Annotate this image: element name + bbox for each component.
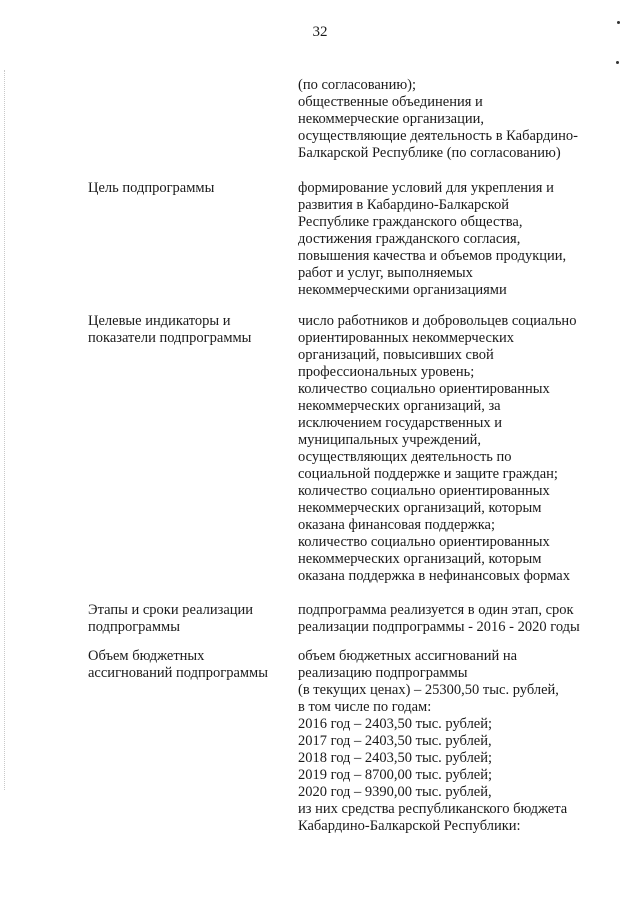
value-line: некоммерческих организаций, которым bbox=[298, 551, 542, 567]
value-line: достижения гражданского согласия, bbox=[298, 231, 521, 247]
intro-line: общественные объединения и bbox=[298, 94, 483, 110]
value-line: 2020 год – 9390,00 тыс. рублей, bbox=[298, 784, 492, 800]
value-line: реализацию подпрограммы bbox=[298, 665, 468, 681]
page-number: 32 bbox=[312, 24, 328, 40]
value-line: некоммерческими организациями bbox=[298, 282, 507, 298]
value-line: осуществляющих деятельность по bbox=[298, 449, 512, 465]
row-label-goal bbox=[88, 180, 293, 197]
value-line: повышения качества и объемов продукции, bbox=[298, 248, 567, 264]
value-line: формирование условий для укрепления и bbox=[298, 180, 554, 196]
label-line: Целевые индикаторы и bbox=[88, 313, 231, 329]
value-line: оказана поддержка в нефинансовых формах bbox=[298, 568, 570, 584]
label-line: показатели подпрограммы bbox=[88, 330, 252, 346]
value-line: 2018 год – 2403,50 тыс. рублей; bbox=[298, 750, 493, 766]
intro-line: некоммерческие организации, bbox=[298, 111, 485, 127]
value-line: количество социально ориентированных bbox=[298, 534, 550, 550]
label-line: Этапы и сроки реализации bbox=[88, 602, 254, 618]
value-line: 2016 год – 2403,50 тыс. рублей; bbox=[298, 716, 493, 732]
value-line: из них средства республиканского бюджета bbox=[298, 801, 568, 817]
row-label-indicators bbox=[88, 313, 293, 347]
scan-margin-dots bbox=[4, 70, 7, 790]
value-line: исключением государственных и bbox=[298, 415, 502, 431]
value-line: подпрограмма реализуется в один этап, срок bbox=[298, 602, 574, 618]
value-line: муниципальных учреждений, bbox=[298, 432, 481, 448]
intro-continuation bbox=[298, 77, 628, 162]
value-line: 2019 год – 8700,00 тыс. рублей; bbox=[298, 767, 493, 783]
label-line: ассигнований подпрограммы bbox=[88, 665, 268, 681]
value-line: Кабардино-Балкарской Республики: bbox=[298, 818, 521, 834]
row-label-budget bbox=[88, 648, 293, 682]
label-line: Объем бюджетных bbox=[88, 648, 205, 664]
value-line: число работников и добровольцев социально bbox=[298, 313, 577, 329]
intro-line: Балкарской Республике (по согласованию) bbox=[298, 145, 561, 161]
label-line: Цель подпрограммы bbox=[88, 180, 215, 196]
intro-line: (по согласованию); bbox=[298, 77, 417, 93]
value-line: социальной поддержке и защите граждан; bbox=[298, 466, 558, 482]
value-line: реализации подпрограммы - 2016 - 2020 годы bbox=[298, 619, 580, 635]
intro-line: осуществляющие деятельность в Кабардино- bbox=[298, 128, 578, 144]
row-value-indicators bbox=[298, 313, 633, 585]
row-value-goal bbox=[298, 180, 633, 299]
value-line: организаций, повысивших свой bbox=[298, 347, 494, 363]
value-line: в том числе по годам: bbox=[298, 699, 432, 715]
value-line: профессиональных уровень; bbox=[298, 364, 475, 380]
value-line: объем бюджетных ассигнований на bbox=[298, 648, 518, 664]
value-line: Республике гражданского общества, bbox=[298, 214, 523, 230]
row-value-budget bbox=[298, 648, 633, 835]
value-line: работ и услуг, выполняемых bbox=[298, 265, 473, 281]
value-line: развития в Кабардино-Балкарской bbox=[298, 197, 510, 213]
scan-speck bbox=[616, 61, 619, 64]
value-line: количество социально ориентированных bbox=[298, 381, 550, 397]
value-line: количество социально ориентированных bbox=[298, 483, 550, 499]
label-line: подпрограммы bbox=[88, 619, 180, 635]
value-line: 2017 год – 2403,50 тыс. рублей, bbox=[298, 733, 492, 749]
value-line: некоммерческих организаций, за bbox=[298, 398, 501, 414]
value-line: (в текущих ценах) – 25300,50 тыс. рублей, bbox=[298, 682, 559, 698]
value-line: ориентированных некоммерческих bbox=[298, 330, 515, 346]
row-value-stages bbox=[298, 602, 633, 636]
row-label-stages bbox=[88, 602, 293, 636]
value-line: некоммерческих организаций, которым bbox=[298, 500, 542, 516]
value-line: оказана финансовая поддержка; bbox=[298, 517, 496, 533]
